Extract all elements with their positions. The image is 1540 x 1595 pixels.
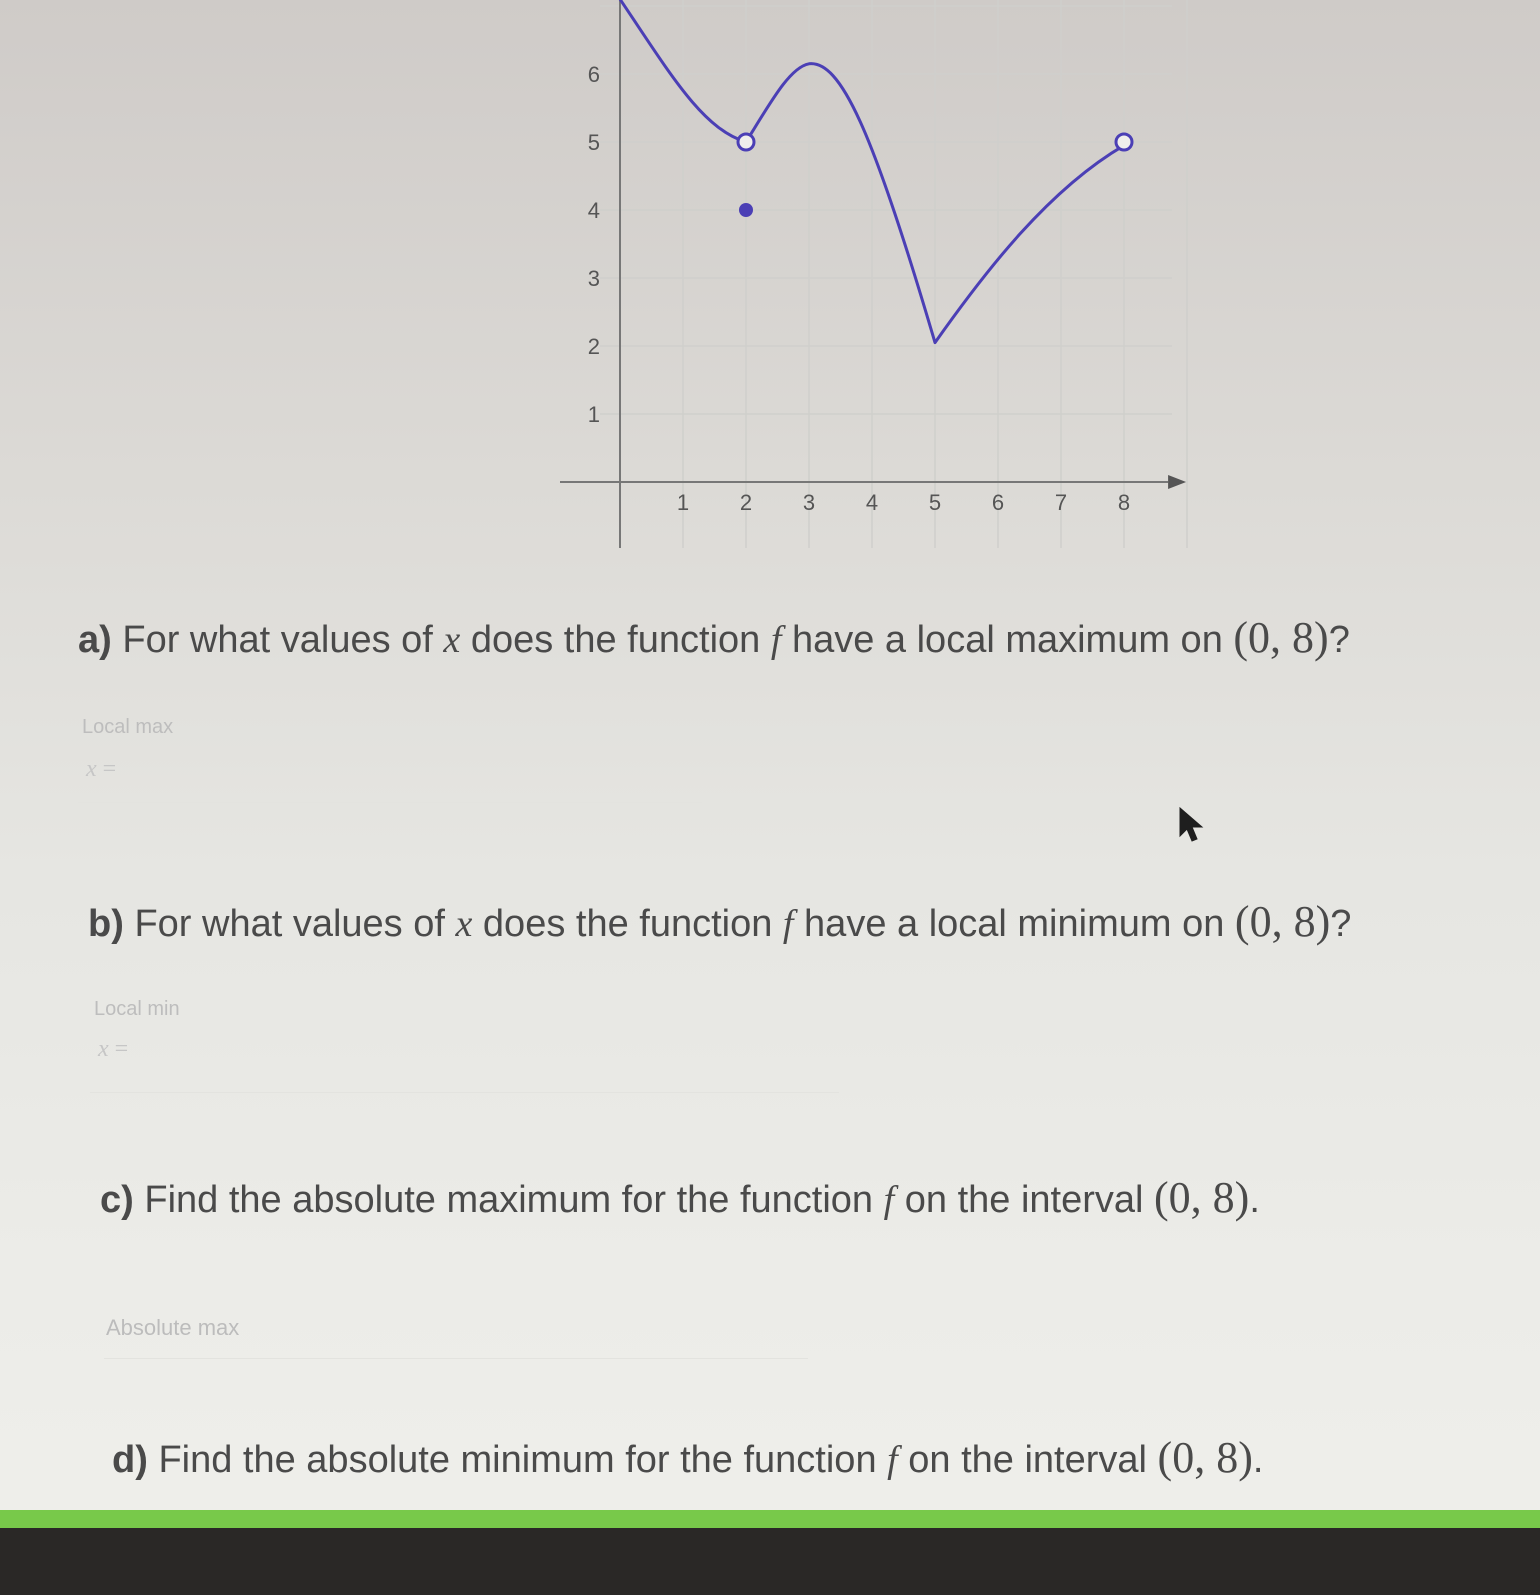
local-min-eq-sign: = xyxy=(114,1036,129,1062)
grid xyxy=(600,0,1187,548)
axes xyxy=(560,0,1186,548)
local-max-x-var: x xyxy=(86,756,97,782)
x-axis-arrow-icon xyxy=(1168,475,1186,489)
x-tick-label: 8 xyxy=(1117,490,1131,515)
question-a-end: ? xyxy=(1328,619,1350,661)
question-a xyxy=(78,612,1350,663)
question-a-text-after: have a local maximum on xyxy=(791,619,1223,661)
y-axis-ticks xyxy=(588,62,600,427)
question-b-end: ? xyxy=(1330,903,1352,945)
question-a-func: f xyxy=(770,619,782,661)
question-a-text-before: For what values of xyxy=(122,619,433,661)
question-d-func: f xyxy=(887,1439,898,1481)
question-d-end: . xyxy=(1252,1439,1264,1481)
local-max-hint: Local max xyxy=(82,716,174,738)
question-d xyxy=(112,1432,1263,1483)
question-a-var: x xyxy=(443,619,461,661)
local-min-hint: Local min xyxy=(94,998,180,1020)
x-tick-label: 1 xyxy=(676,490,690,515)
filled-point xyxy=(739,203,753,217)
question-b-text-after: have a local minimum on xyxy=(804,903,1225,945)
open-point xyxy=(1116,134,1132,150)
x-tick-label: 5 xyxy=(928,490,942,515)
x-tick-label: 2 xyxy=(739,490,753,515)
x-axis-ticks xyxy=(677,490,1130,515)
question-b-label: b) xyxy=(88,903,124,945)
y-tick-label: 5 xyxy=(587,130,600,155)
local-min-input[interactable] xyxy=(90,1032,839,1093)
local-max-input[interactable] xyxy=(78,742,702,803)
question-c xyxy=(100,1172,1260,1223)
question-a-label: a) xyxy=(78,619,112,661)
absolute-max-input[interactable] xyxy=(104,1298,808,1359)
question-b-func: f xyxy=(782,903,794,945)
mouse-cursor-icon xyxy=(1178,806,1208,846)
question-b xyxy=(88,896,1351,947)
x-tick-label: 7 xyxy=(1054,490,1068,515)
question-a-interval: (0, 8) xyxy=(1233,613,1329,662)
question-c-text-after: on the interval xyxy=(904,1179,1144,1221)
question-d-text-before: Find the absolute minimum for the function xyxy=(158,1439,877,1481)
question-a-text-mid: does the function xyxy=(470,619,761,661)
question-d-label: d) xyxy=(112,1439,148,1481)
question-b-text-before: For what values of xyxy=(134,903,445,945)
question-c-end: . xyxy=(1249,1179,1260,1221)
question-c-interval: (0, 8) xyxy=(1154,1173,1250,1222)
open-point xyxy=(738,134,754,150)
x-tick-label: 6 xyxy=(991,490,1005,515)
question-b-interval: (0, 8) xyxy=(1234,897,1331,946)
function-graph xyxy=(560,0,1220,560)
progress-bar xyxy=(0,1510,1540,1528)
question-d-interval: (0, 8) xyxy=(1157,1433,1253,1482)
local-max-eq-sign: = xyxy=(102,756,117,782)
question-c-func: f xyxy=(883,1179,895,1221)
question-c-text-before: Find the absolute maximum for the function xyxy=(144,1179,874,1221)
y-tick-label: 3 xyxy=(587,266,600,291)
question-b-text-mid: does the function xyxy=(482,903,773,945)
x-tick-label: 3 xyxy=(802,490,816,515)
x-tick-label: 4 xyxy=(865,490,879,515)
question-c-label: c) xyxy=(100,1179,134,1221)
local-min-x-var: x xyxy=(98,1036,109,1062)
question-d-text-after: on the interval xyxy=(908,1439,1147,1481)
y-tick-label: 6 xyxy=(587,62,600,87)
y-tick-label: 2 xyxy=(587,334,600,359)
screen-bezel xyxy=(0,1528,1540,1595)
question-b-var: x xyxy=(455,903,473,945)
y-tick-label: 1 xyxy=(587,402,600,427)
y-tick-label: 4 xyxy=(587,198,600,223)
